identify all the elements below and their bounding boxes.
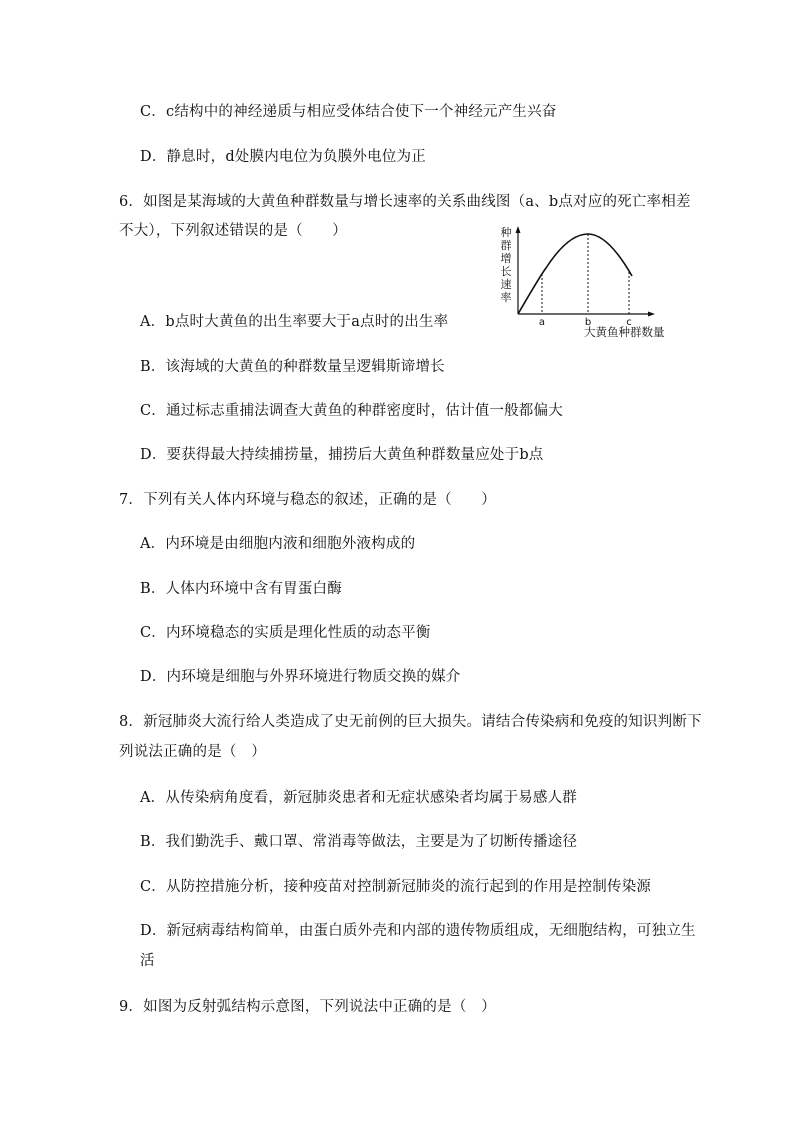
x-axis-label: 大黄鱼种群数量 — [584, 325, 665, 339]
y-label-char: 率 — [500, 291, 512, 304]
tick-b: b — [584, 317, 592, 328]
q6-option-c: C．通过标志重捕法调查大黄鱼的种群密度时，估计值一般都偏大 — [140, 403, 563, 419]
y-label-char: 群 — [500, 239, 512, 252]
option-c-prev: C．c结构中的神经递质与相应受体结合使下一个神经元产生兴奋 — [140, 104, 557, 120]
q8-option-d-line1: D．新冠病毒结构简单，由蛋白质外壳和内部的遗传物质组成，无细胞结构，可独立生 — [140, 923, 696, 939]
q9-stem: 9．如图为反射弧结构示意图，下列说法中正确的是（ ） — [119, 999, 496, 1015]
y-axis-arrow — [516, 226, 521, 233]
y-label-char: 长 — [500, 265, 512, 278]
q8-option-d-line2: 活 — [140, 953, 155, 969]
tick-c: c — [626, 317, 632, 328]
q7-option-d: D．内环境是细胞与外界环境进行物质交换的媒介 — [140, 669, 461, 685]
option-d-prev: D．静息时，d处膜内电位为负膜外电位为正 — [140, 149, 426, 165]
growth-rate-curve — [518, 234, 632, 314]
q8-stem-line1: 8．新冠肺炎大流行给人类造成了史无前例的巨大损失。请结合传染病和免疫的知识判断下 — [119, 714, 702, 730]
y-label-char: 速 — [500, 278, 512, 291]
q6-stem-line2: 不大），下列叙述错误的是（ ） — [119, 223, 347, 239]
x-axis-arrow — [648, 312, 655, 317]
population-growth-rate-graph — [496, 224, 676, 344]
y-label-char: 增 — [500, 252, 512, 265]
q7-stem: 7．下列有关人体内环境与稳态的叙述，正确的是（ ） — [119, 492, 496, 508]
q6-option-d: D．要获得最大持续捕捞量，捕捞后大黄鱼种群数量应处于b点 — [140, 447, 544, 463]
q6-stem-line1: 6．如图是某海域的大黄鱼种群数量与增长速率的关系曲线图（a、b点对应的死亡率相差 — [119, 194, 691, 210]
q7-option-b: B．人体内环境中含有胃蛋白酶 — [140, 581, 342, 597]
q7-option-a: A．内环境是由细胞内液和细胞外液构成的 — [140, 536, 416, 552]
q8-option-b: B．我们勤洗手、戴口罩、常消毒等做法，主要是为了切断传播途径 — [140, 834, 578, 850]
q8-option-c: C．从防控措施分析，接种疫苗对控制新冠肺炎的流行起到的作用是控制传染源 — [140, 879, 652, 895]
q8-option-a: A．从传染病角度看，新冠肺炎患者和无症状感染者均属于易感人群 — [140, 790, 577, 806]
y-axis-label — [501, 226, 512, 304]
y-label-char: 种 — [500, 226, 512, 239]
q6-option-b: B．该海域的大黄鱼的种群数量呈逻辑斯谛增长 — [140, 359, 445, 375]
tick-a: a — [538, 317, 546, 328]
q8-stem-line2: 列说法正确的是（ ） — [119, 744, 266, 760]
q7-option-c: C．内环境稳态的实质是理化性质的动态平衡 — [140, 625, 431, 641]
q6-option-a: A．b点时大黄鱼的出生率要大于a点时的出生率 — [140, 314, 449, 330]
